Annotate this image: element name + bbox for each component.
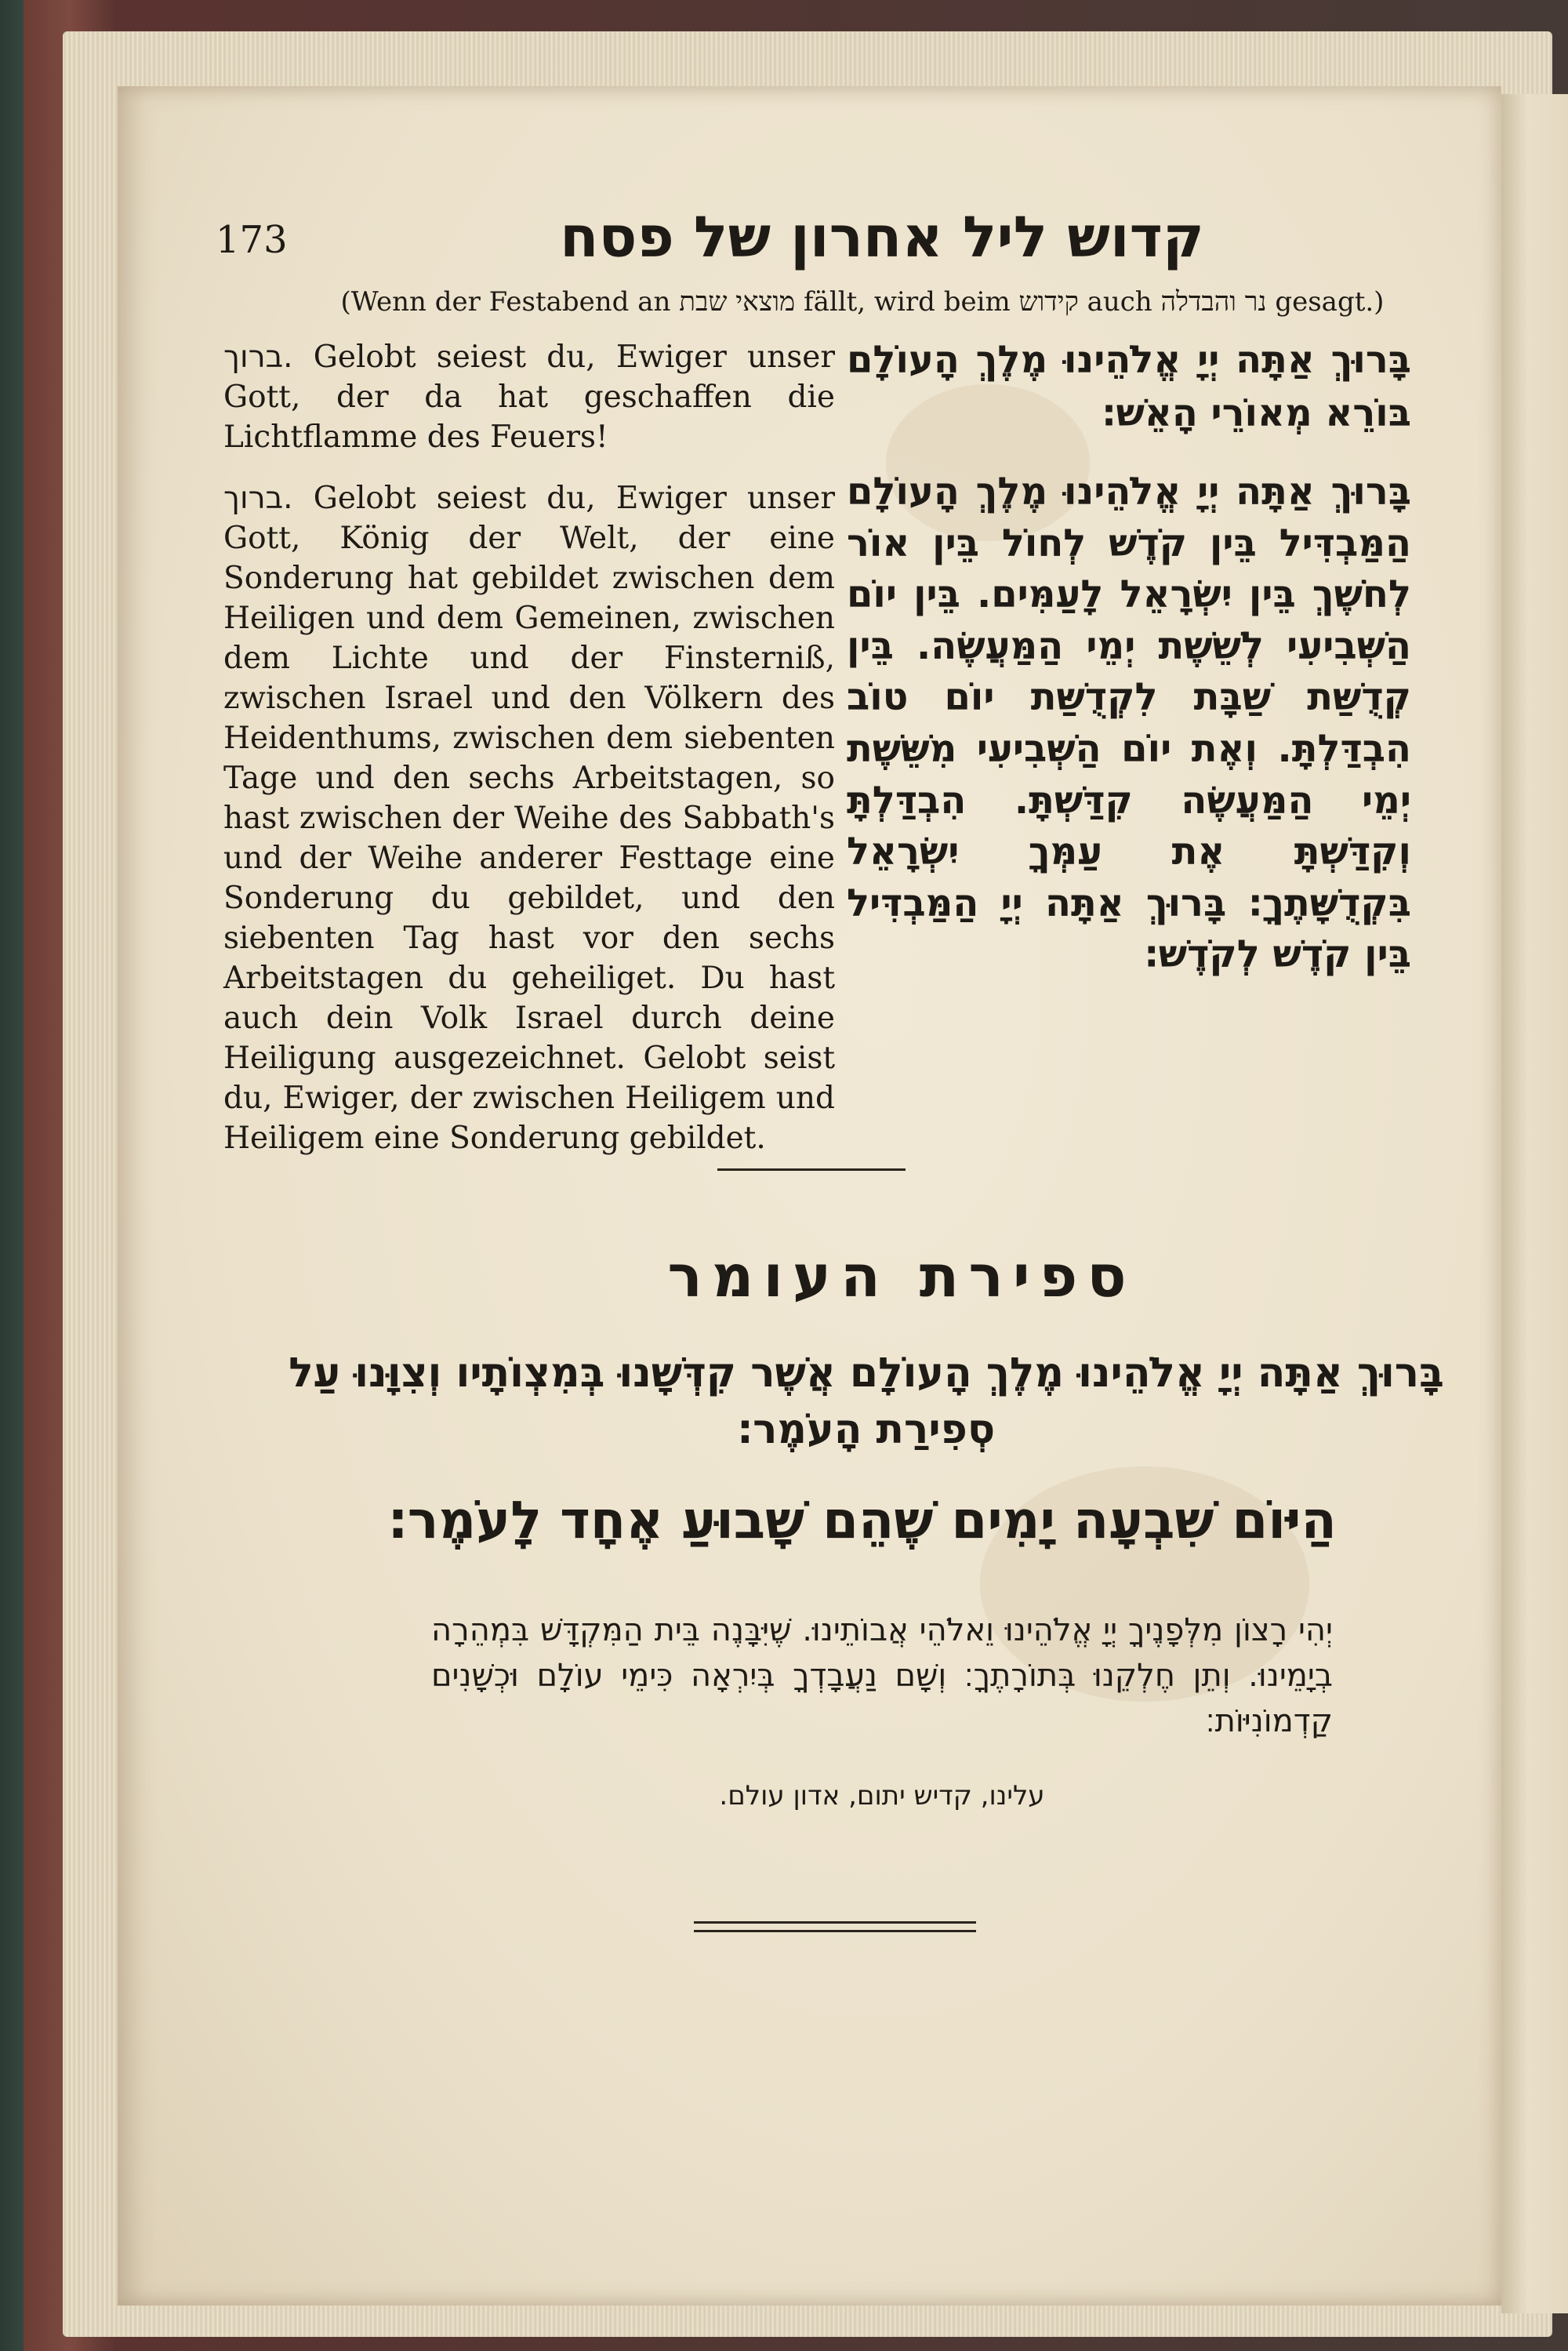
- page-title: קדוש ליל אחרון של פסח: [560, 204, 1204, 270]
- german-keyword: ברוך.: [223, 481, 293, 516]
- section-divider: [717, 1168, 906, 1171]
- german-havdalah-blessing: [223, 478, 835, 1158]
- page-number: 173: [216, 218, 288, 262]
- german-text: Gelobt seiest du, Ewiger unser Gott, König der Welt, der eine Sonderung hat gebildet zwischen dem Heiligen und dem Gemeinen, zwischen dem Lichte und der Finsterniß, zwischen Israel und den Völkern des Heidenthums, zwischen dem siebenten Tage und den sechs Arbeitstagen, so hast zwischen der Weihe des Sabbath's und der Weihe anderer Festtage eine Sonderung du gebildet, und den siebenten Tag hast vor den sechs Arbeitstagen du geheiliget. Du hast auch dein Volk Israel durch deine Heiligung ausgezeichnet. Gelobt seist du, Ewiger, der zwischen Heiligem und Heiligem eine Sonderung gebildet.: [223, 481, 835, 1156]
- omer-prayer: יְהִי רָצוֹן מִלְּפָנֶיךָ יְיָ אֱלֹהֵינוּ וֵאלֹהֵי אֲבוֹתֵינוּ. שֶׁיִּבָּנֶה בֵּית הַמִּקְדָּשׁ בִּמְהֵרָה בְיָמֵינוּ. וְתֵן חֶלְקֵנוּ בְּתוֹרָתֶךָ׃ וְשָׁם נַעֲבָדְךָ בְּיִרְאָה כִּימֵי עוֹלָם וּכְשָׁנִים קַדְמוֹנִיּוֹת׃: [431, 1612, 1333, 1739]
- hebrew-havdalah-blessing: בָּרוּךְ אַתָּה יְיָ אֱלֹהֵינוּ מֶלֶךְ הָעוֹלָם הַמַּבְדִּיל בֵּין קֹדֶשׁ לְחוֹל בֵּין אוֹר לְחֹשֶׁךְ בֵּין יִשְׂרָאֵל לָעַמִּים. בֵּין יוֹם הַשְּׁבִיעִי לְשֵׁשֶׁת יְמֵי הַמַּעֲשֶׂה. בֵּין קְדֻשַּׁת שַׁבָּת לִקְדֻשַּׁת יוֹם טוֹב הִבְדַּלְתָּ. וְאֶת יוֹם הַשְּׁבִיעִי מִשֵּׁשֶׁת יְמֵי הַמַּעֲשֶׂה קִדַּשְׁתָּ. הִבְדַּלְתָּ וְקִדַּשְׁתָּ אֶת עַמְּךָ יִשְׂרָאֵל בִּקְדֻשָּׁתֶךָ׃ בָּרוּךְ אַתָּה יְיָ הַמַּבְדִּיל בֵּין קֹדֶשׁ לְקֹדֶשׁ׃: [847, 470, 1411, 977]
- german-fire-blessing: [223, 337, 835, 457]
- facing-page-edge: [1501, 94, 1568, 2313]
- instruction-note: (Wenn der Festabend an מוצאי שבת fällt, wird beim קידוש auch נר והבדלה gesagt.): [340, 286, 1385, 318]
- closing-instruction: עלינו, קדיש יתום, אדון עולם.: [719, 1780, 1045, 1811]
- german-text: Gelobt seiest du, Ewiger unser Gott, der da hat geschaffen die Lichtflamme des Feuers!: [223, 340, 835, 455]
- omer-count-line: הַיּוֹם שִׁבְעָה יָמִים שֶׁהֵם שָׁבוּעַ אֶחָד לָעֹמֶר׃: [388, 1490, 1337, 1550]
- hebrew-fire-blessing: בָּרוּךְ אַתָּה יְיָ אֱלֹהֵינוּ מֶלֶךְ הָעוֹלָם בּוֹרֵא מְאוֹרֵי הָאֵשׁ׃: [847, 338, 1411, 435]
- page-content: [118, 86, 1501, 2306]
- end-double-rule: [694, 1921, 976, 1932]
- omer-section-title: ספירת העומר: [667, 1243, 1136, 1310]
- book-page: [118, 86, 1501, 2306]
- omer-blessing: בָּרוּךְ אַתָּה יְיָ אֱלֹהֵינוּ מֶלֶךְ הָעוֹלָם אֲשֶׁר קִדְּשָׁנוּ בְּמִצְוֹתָיו וְצִוָּנוּ עַל סְפִירַת הָעֹמֶר׃: [289, 1350, 1444, 1453]
- german-keyword: ברוך.: [223, 340, 293, 375]
